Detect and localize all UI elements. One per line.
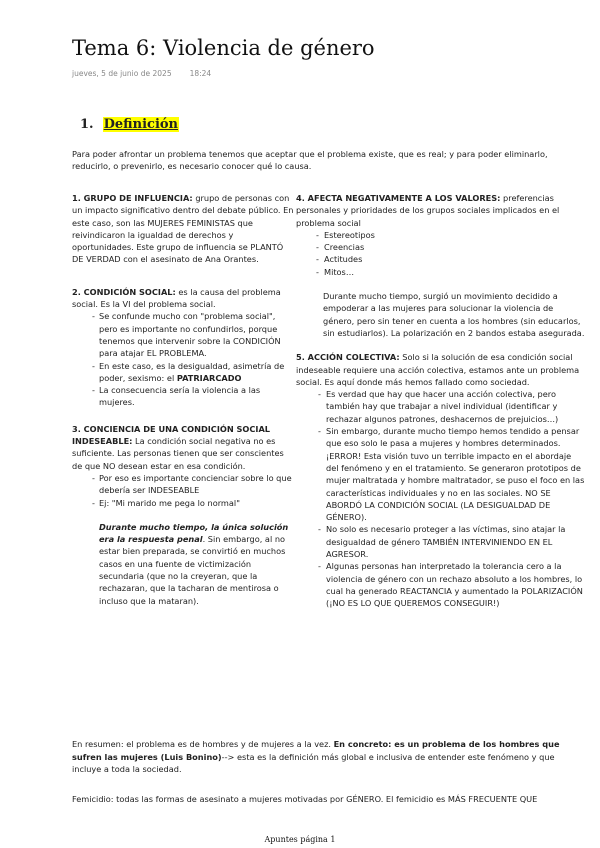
- polarizacion-paragraph: Durante mucho tiempo, surgió un movimiento decidido a empoderar a las mujeres para solucionar la violencia de género, pero sin tener en cuenta a los hombres (sin educarlos, sin estudiarlos). La polarización en 2 bandos estaba asegurada.: [323, 291, 585, 338]
- heading-label: Definición: [103, 117, 179, 132]
- section-grupo-influencia: 1. GRUPO DE INFLUENCIA: grupo de personas con un impacto significativo dentro del debate público. En este caso, son las MUJERES FEMINISTAS que reivindicaron la igualdad de derechos y oportunidades. Este grupo de influencia se PLANTÓ DE VERDAD con el asesinato de Ana Orantes.: [72, 193, 294, 265]
- list-item: - Actitudes: [296, 253, 586, 265]
- valores-list: [296, 229, 586, 278]
- list-item: - En este caso, es la desigualdad, asimetría de poder, sexismo: el PATRIARCADO: [72, 360, 294, 385]
- accion-list: [296, 388, 586, 609]
- section-conciencia: 3. CONCIENCIA DE UNA CONDICIÓN SOCIAL INDESEABLE: La condición social negativa no es suficiente. Las personas tienen que ser conscientes de que NO desean estar en esa condición.: [72, 423, 284, 471]
- section-accion-colectiva: 5. ACCIÓN COLECTIVA: Solo si la solución de esa condición social indeseable requiere una acción colectiva, estamos ante un problema social. Es aquí donde más hemos fallado como sociedad.: [296, 352, 580, 387]
- list-item: - Sin embargo, durante mucho tiempo hemos tendido a pensar que eso solo le pasa a mujeres y hombres determinados. ¡ERROR! Esta visión tuvo un terrible impacto en el abordaje del fenómeno y en el tratamiento. Se generaron prototipos de mujer maltratada y hombre maltratador, se puso el foco en las características individuales y no en las sociales. NO SE ABORDÓ LA CONDICIÓN SOCIAL (LA DESIGUALDAD DE GÉNERO).: [296, 425, 586, 523]
- note-date: jueves, 5 de junio de 2025: [72, 69, 172, 78]
- intro-paragraph: Para poder afrontar un problema tenemos que aceptar que el problema existe, que es real; y para poder eliminarlo, reducirlo, o prevenirlo, es necesario conocer qué lo causa.: [72, 149, 548, 172]
- list-item: - Creencias: [296, 241, 586, 253]
- page-footer: Apuntes página 1: [264, 835, 336, 844]
- conciencia-list: [72, 472, 294, 509]
- list-item: - Se confunde mucho con "problema social", pero es importante no confundirlos, porque tenemos que intervenir sobre la CONDICIÓN para atajar EL PROBLEMA.: [72, 310, 294, 359]
- femicidio-paragraph: Femicidio: todas las formas de asesinato a mujeres motivadas por GÉNERO. El femicidio es MÁS FRECUENTE QUE: [72, 794, 538, 804]
- summary-paragraph: En resumen: el problema es de hombres y de mujeres a la vez. En concreto: es un problema de los hombres que sufren las mujeres (Luis Bonino)--> esta es la definición más global e inclusiva de entender este fenómeno y que incluye a toda la sociedad.: [72, 739, 560, 775]
- left-column: [72, 192, 294, 607]
- list-item: - No solo es necesario proteger a las víctimas, sino atajar la desigualdad de género TAMBIÉN INTERVINIENDO EN EL AGRESOR.: [296, 523, 586, 560]
- heading-number: 1.: [80, 117, 94, 132]
- list-item: - Ej: "Mi marido me pega lo normal": [72, 497, 294, 509]
- condicion-list: [72, 310, 294, 408]
- list-item: - Algunas personas han interpretado la tolerancia cero a la violencia de género con un rechazo absoluto a los hombres, lo cual ha generado REACTANCIA y aumentado la POLARIZACIÓN (¡NO ES LO QUE QUEREMOS CONSEGUIR!): [296, 560, 586, 609]
- list-item: - Es verdad que hay que hacer una acción colectiva, pero también hay que trabajar a nivel individual (identificar y rechazar algunos patrones, deshacernos de prejuicios…): [296, 388, 586, 425]
- respuesta-penal-paragraph: Durante mucho tiempo, la única solución era la respuesta penal. Sin embargo, al no estar bien preparada, se convirtió en muchos casos en una fuente de victimización secundaria (que no la creyeran, que la rechazaran, que la tacharan de mentirosa o incluso que la mataran).: [99, 521, 289, 606]
- list-item: - Estereotipos: [296, 229, 586, 241]
- list-item: - Mitos…: [296, 266, 586, 278]
- note-time: 18:24: [189, 69, 212, 78]
- list-item: - Por eso es importante concienciar sobre lo que debería ser INDESEABLE: [72, 472, 294, 497]
- page-title: Tema 6: Violencia de género: [72, 36, 375, 60]
- section-afecta-valores: 4. AFECTA NEGATIVAMENTE A LOS VALORES: preferencias personales y prioridades de los grupos sociales implicados en el problema social: [296, 193, 560, 228]
- right-column: [296, 192, 586, 610]
- list-item: - La consecuencia sería la violencia a las mujeres.: [72, 384, 294, 409]
- section-condicion-social: 2. CONDICIÓN SOCIAL: es la causa del problema social. Es la VI del problema social.: [72, 286, 281, 310]
- note-datetime: [72, 69, 211, 78]
- section-heading: [80, 117, 179, 132]
